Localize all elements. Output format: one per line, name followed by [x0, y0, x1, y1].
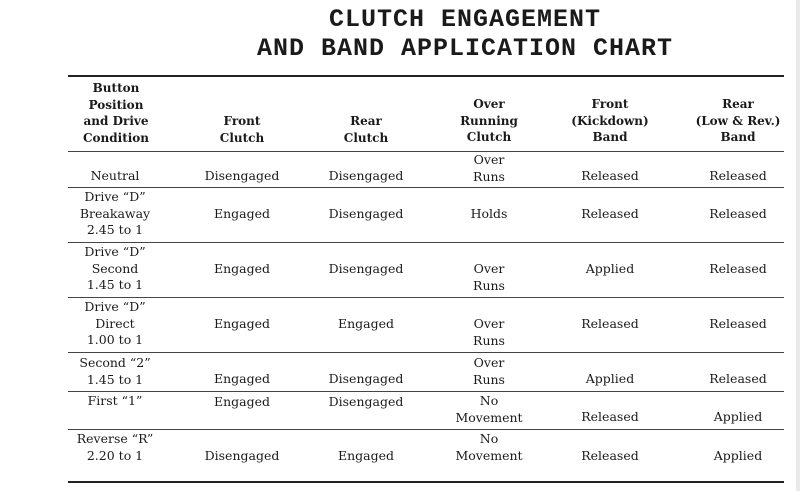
column-header-button-position: Button Position and Drive Condition: [82, 81, 150, 145]
table-cell-overrunning-clutch: Over Runs: [473, 355, 505, 387]
table-cell-front-band: Released: [581, 316, 639, 331]
table-cell-condition: Drive “D” Direct 1.00 to 1: [84, 299, 146, 347]
table-cell-condition: First “1”: [87, 393, 143, 408]
table-cell-front-band: Applied: [585, 261, 635, 276]
table-cell-overrunning-clutch: Over Runs: [473, 261, 505, 293]
table-cell-rear-band: Applied: [713, 448, 763, 463]
table-cell-rear-clutch: Disengaged: [328, 168, 404, 183]
table-cell-condition: Drive “D” Second 1.45 to 1: [84, 244, 146, 292]
table-cell-rear-clutch: Disengaged: [328, 261, 404, 276]
table-cell-rear-clutch: Disengaged: [328, 394, 404, 409]
table-cell-front-band: Released: [581, 409, 639, 424]
page-edge-shadow: [796, 0, 800, 491]
table-cell-overrunning-clutch: Over Runs: [473, 152, 505, 184]
table-cell-front-clutch: Disengaged: [204, 448, 280, 463]
table-cell-front-clutch: Engaged: [213, 261, 271, 276]
table-top-rule: [68, 75, 784, 77]
table-cell-front-clutch: Engaged: [213, 394, 271, 409]
row-divider: [68, 297, 784, 298]
column-header-front-clutch: Front Clutch: [219, 114, 265, 145]
column-header-rear-clutch: Rear Clutch: [343, 114, 389, 145]
chart-title-line-1: CLUTCH ENGAGEMENT: [328, 5, 602, 34]
row-divider: [68, 242, 784, 243]
table-cell-overrunning-clutch: Holds: [470, 206, 508, 221]
table-cell-front-clutch: Engaged: [213, 316, 271, 331]
table-cell-front-clutch: Disengaged: [204, 168, 280, 183]
row-divider: [68, 187, 784, 188]
table-cell-front-band: Released: [581, 168, 639, 183]
table-cell-front-band: Released: [581, 448, 639, 463]
table-cell-rear-clutch: Disengaged: [328, 206, 404, 221]
table-cell-overrunning-clutch: No Movement: [455, 431, 523, 463]
chart-title-line-2: AND BAND APPLICATION CHART: [256, 34, 674, 63]
table-bottom-rule: [68, 481, 784, 483]
table-cell-front-clutch: Engaged: [213, 371, 271, 386]
table-cell-rear-clutch: Engaged: [337, 316, 395, 331]
row-divider: [68, 391, 784, 392]
column-header-rear-band: Rear (Low & Rev.) Band: [695, 97, 781, 144]
table-cell-condition: Drive “D” Breakaway 2.45 to 1: [79, 189, 151, 237]
table-cell-rear-band: Released: [709, 206, 767, 221]
column-header-front-band: Front (Kickdown) Band: [571, 97, 649, 144]
table-cell-rear-band: Released: [709, 261, 767, 276]
table-cell-front-clutch: Engaged: [213, 206, 271, 221]
column-header-overrunning-clutch: Over Running Clutch: [460, 97, 518, 144]
table-cell-rear-band: Released: [709, 168, 767, 183]
table-cell-rear-band: Applied: [713, 409, 763, 424]
table-cell-condition: Neutral: [90, 168, 140, 183]
header-rule: [68, 151, 784, 152]
table-cell-rear-clutch: Disengaged: [328, 371, 404, 386]
table-cell-rear-clutch: Engaged: [337, 448, 395, 463]
table-cell-overrunning-clutch: Over Runs: [473, 316, 505, 348]
table-cell-overrunning-clutch: No Movement: [455, 393, 523, 425]
table-cell-rear-band: Released: [709, 316, 767, 331]
table-cell-condition: Reverse “R” 2.20 to 1: [76, 431, 154, 463]
table-cell-front-band: Released: [581, 206, 639, 221]
row-divider: [68, 352, 784, 353]
table-cell-condition: Second “2” 1.45 to 1: [79, 355, 151, 387]
table-cell-rear-band: Released: [709, 371, 767, 386]
row-divider: [68, 429, 784, 430]
table-cell-front-band: Applied: [585, 371, 635, 386]
